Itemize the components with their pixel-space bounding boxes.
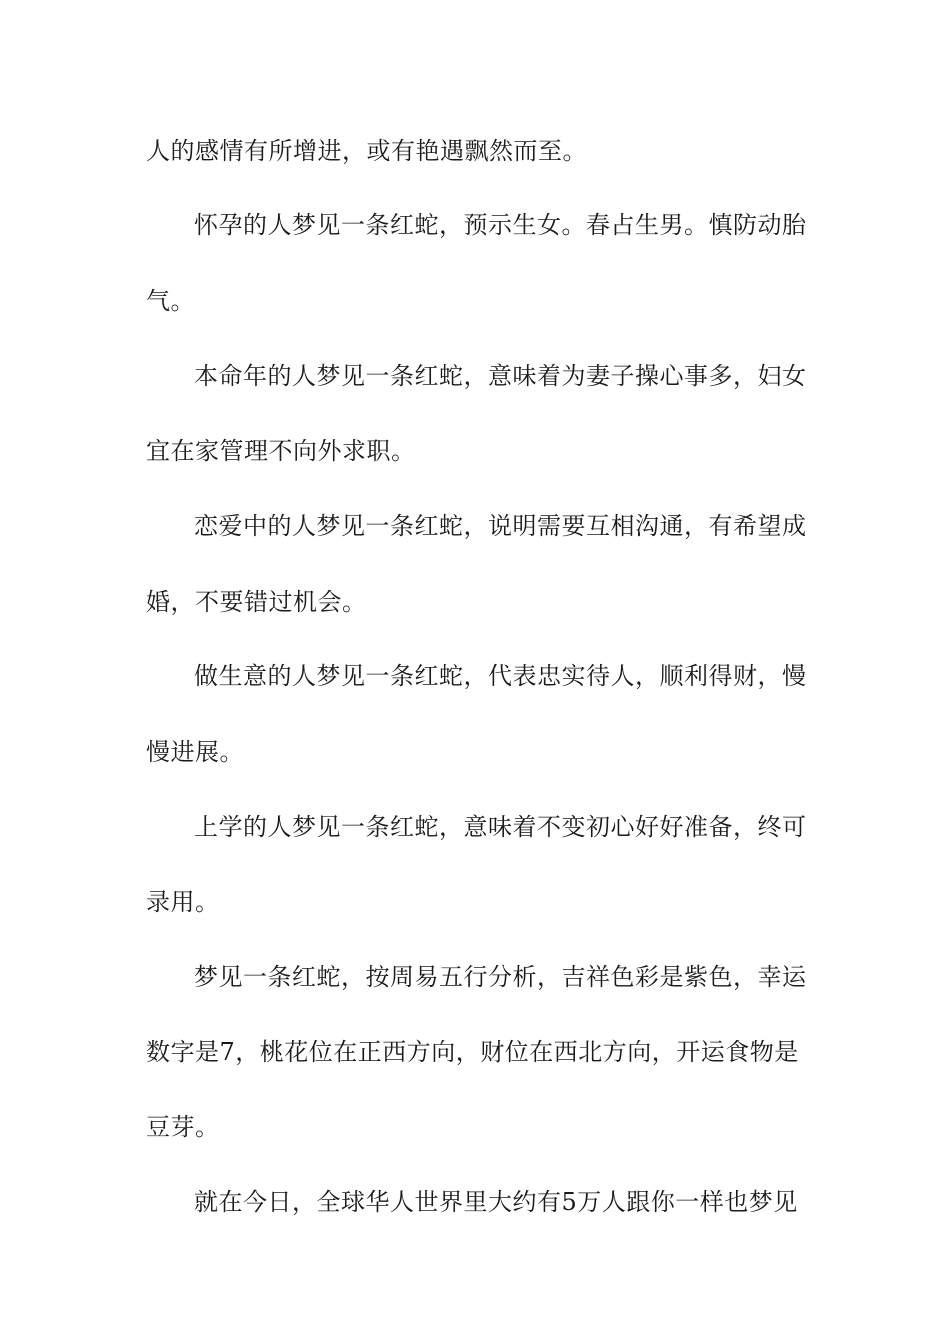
text-line: 豆芽。 [146,1113,220,1141]
text-line: 上学的人梦见一条红蛇，意味着不变初心好好准备，终可 [194,813,807,841]
text-line: 气。 [146,287,195,315]
text-line: 恋爱中的人梦见一条红蛇，说明需要互相沟通，有希望成 [194,512,807,540]
text-line: 就在今日，全球华人世界里大约有5万人跟你一样也梦见 [194,1188,798,1216]
text-line: 慢进展。 [146,738,244,766]
text-line: 录用。 [146,888,220,916]
text-line: 数字是7，桃花位在正西方向，财位在西北方向，开运食物是 [146,1038,799,1066]
text-line: 梦见一条红蛇，按周易五行分析，吉祥色彩是紫色，幸运 [194,963,807,991]
text-line: 做生意的人梦见一条红蛇，代表忠实待人，顺利得财，慢 [194,662,807,690]
text-line: 人的感情有所增进，或有艳遇飘然而至。 [146,137,587,165]
text-line: 宜在家管理不向外求职。 [146,437,416,465]
text-line: 婚，不要错过机会。 [146,588,367,616]
text-line: 怀孕的人梦见一条红蛇，预示生女。春占生男。慎防动胎 [194,211,807,239]
text-line: 本命年的人梦见一条红蛇，意味着为妻子操心事多，妇女 [194,362,807,390]
